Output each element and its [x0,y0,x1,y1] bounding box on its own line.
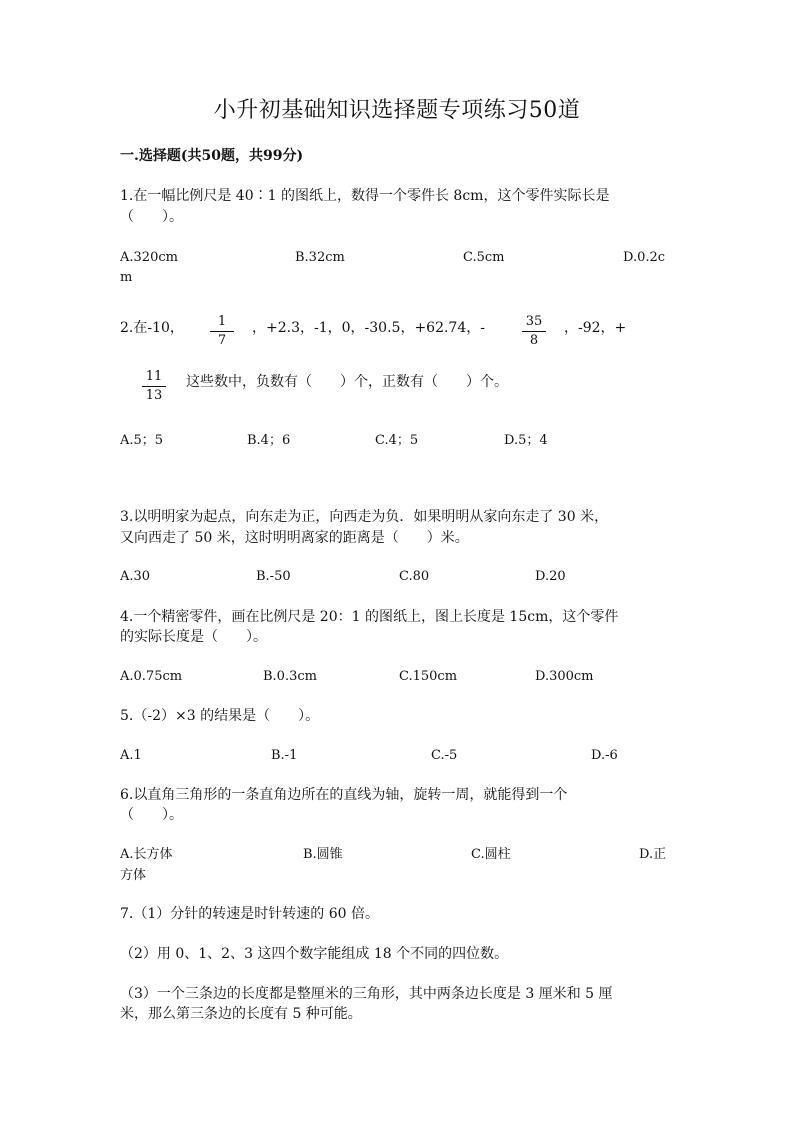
q3-text-line2: 又向西走了 50 米，这时明明离家的距离是（ ）米。 [120,530,469,546]
q2-fraction-1-numerator: 1 [210,314,234,332]
q1-option-a: A.320cm [120,250,178,265]
q2-option-b: B.4；6 [247,433,291,448]
q2-fraction-3-numerator: 11 [142,369,166,387]
q1-option-d: D.0.2c [623,250,666,265]
q4-option-c: C.150cm [399,669,458,684]
q4-option-b: B.0.3cm [263,669,317,684]
q2-fraction-2-denominator: 8 [529,333,539,348]
q3-text-line1: 3.以明明家为起点，向东走为正，向西走为负．如果明明从家向东走了 30 米， [120,509,609,525]
q4-text-line2: 的实际长度是（ ）。 [120,629,267,645]
q3-option-a: A.30 [120,569,151,584]
q1-text-line2: （ ）。 [120,209,183,225]
q2-fraction-2-numerator: 35 [522,314,546,332]
q3-option-c: C.80 [399,569,430,584]
q2-fraction-3-denominator: 13 [145,388,163,403]
q3-option-d: D.20 [535,569,566,584]
page-title: 小升初基础知识选择题专项练习50道 [213,98,581,123]
q1-option-b: B.32cm [295,250,345,265]
q6-option-c: C.圆柱 [471,847,511,862]
q6-option-a: A.长方体 [120,847,173,862]
q6-text-line1: 6.以直角三角形的一条直角边所在的直线为轴，旋转一周，就能得到一个 [120,787,568,803]
q5-option-d: D.-6 [591,748,618,763]
q1-text-line1: 1.在一幅比例尺是 40∶1 的图纸上，数得一个零件长 8cm，这个零件实际长是 [120,188,610,204]
q4-option-d: D.300cm [535,669,594,684]
q2-text-part2: ，+2.3，-1，0，-30.5，+62.74，- [252,320,485,336]
section-heading: 一.选择题(共50题，共99分) [120,148,304,164]
q2-fraction-2 [522,314,546,349]
q6-text-line2: （ ）。 [120,807,183,823]
q2-option-a: A.5；5 [120,433,164,448]
q2-text-part3: ，-92，+ [564,320,627,336]
q2-fraction-3 [142,369,166,404]
q2-option-c: C.4；5 [375,433,419,448]
q2-text-part1: 2.在-10， [120,320,184,336]
q2-fraction-1-denominator: 7 [217,333,227,348]
q6-option-b: B.圆锥 [303,847,343,862]
q6-option-d: D.正 [639,847,667,862]
q6-option-d-wrap: 方体 [120,868,147,883]
q4-text-line1: 4.一个精密零件，画在比例尺是 20：1 的图纸上，图上长度是 15cm，这个零件 [120,609,619,625]
q3-option-b: B.-50 [256,569,291,584]
q5-option-b: B.-1 [271,748,298,763]
q2-text-part4: 这些数中，负数有（ ）个，正数有（ ）个。 [186,374,508,390]
q2-option-d: D.5；4 [504,433,548,448]
q2-fraction-1 [210,314,234,349]
q5-option-a: A.1 [120,748,142,763]
q7-text-line4: 米，那么第三条边的长度有 5 种可能。 [120,1006,362,1022]
q1-option-d-wrap: m [120,270,133,285]
q5-text-line1: 5.（-2）×3 的结果是（ ）。 [120,708,320,724]
q7-text-line3: （3）一个三条边的长度都是整厘米的三角形，其中两条边长度是 3 厘米和 5 厘 [120,986,613,1002]
q7-text-line2: （2）用 0、1、2、3 这四个数字能组成 18 个不同的四位数。 [120,946,509,962]
q5-option-c: C.-5 [431,748,458,763]
q4-option-a: A.0.75cm [120,669,183,684]
q1-option-c: C.5cm [463,250,505,265]
q7-text-line1: 7.（1）分针的转速是时针转速的 60 倍。 [120,906,379,922]
